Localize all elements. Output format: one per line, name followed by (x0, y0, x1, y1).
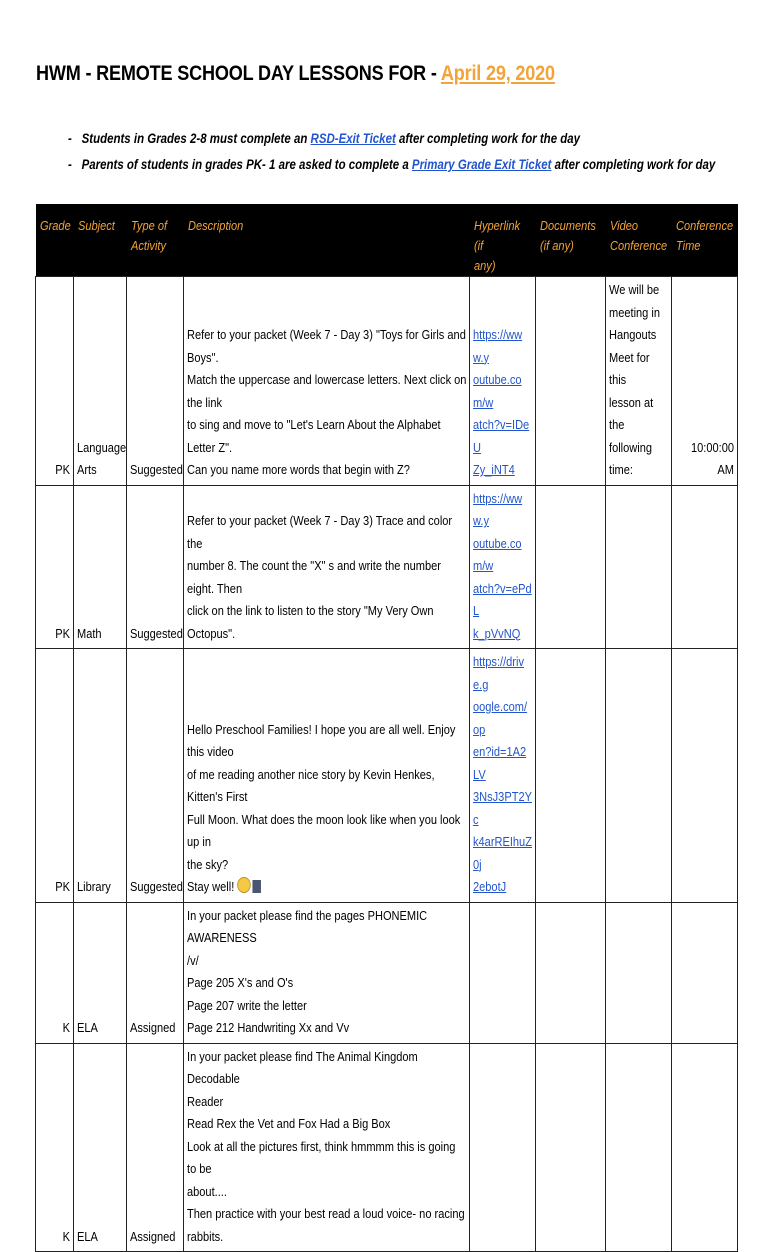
column-header-label: Description (187, 218, 243, 233)
instruction-text: Parents of students in grades PK- 1 are asked to complete a (81, 157, 412, 172)
grade-cell (36, 649, 74, 903)
subject-text: ELA (77, 1020, 98, 1035)
activity-type-cell (127, 1043, 184, 1252)
instruction-text: after completing work for the day (395, 131, 581, 146)
description-text: In your packet please find the pages PHONEMIC AWARENESS /v/ Page 205 X's and O's Page 207 write the letter Page 212 Handwriting Xx and Vv (187, 907, 428, 1035)
subject-text: ELA (77, 1228, 98, 1244)
title-date-link[interactable]: April 29, 2020 (440, 62, 555, 85)
subject-cell (74, 1043, 127, 1252)
hyperlink-cell (470, 902, 536, 1043)
documents-cell (536, 902, 606, 1043)
subject-text: Math (77, 625, 102, 641)
activity-type-text: Suggested (130, 879, 183, 894)
grade-text: K (62, 1020, 70, 1035)
documents-cell (536, 277, 606, 486)
subject-text: Library (77, 879, 111, 894)
conference-time-text: 10:00:00 AM (690, 439, 734, 477)
activity-type-cell (127, 649, 184, 903)
hyperlink[interactable]: https://www.y outube.com/w atch?v=ePdL k_pVvNQ (473, 490, 532, 641)
grade-text: K (62, 1228, 70, 1244)
conference-time-cell (672, 1043, 738, 1252)
column-header-label: Documents (if any) (539, 218, 596, 253)
subject-cell (74, 902, 127, 1043)
table-row (36, 277, 738, 486)
conference-time-cell (672, 277, 738, 486)
grade-text: PK (55, 879, 70, 894)
table-header-row (36, 204, 738, 277)
rsd-exit-ticket-link[interactable]: RSD-Exit Ticket (310, 131, 396, 146)
description-cell (184, 277, 470, 486)
video-conference-cell (606, 649, 672, 903)
hyperlink-cell (470, 485, 536, 649)
hyperlink-cell (470, 277, 536, 486)
description-cell (184, 902, 470, 1043)
page-title (36, 62, 555, 86)
grade-cell (36, 485, 74, 649)
column-header-documents (536, 204, 606, 277)
instruction-text: after completing work for day (551, 157, 716, 172)
bullet-dash: - (68, 131, 72, 146)
description-text: In your packet please find The Animal Kingdom Decodable Reader Read Rex the Vet and Fox Had a Big Box Look at all the pictures first, think hmmmm this is going to be about.... Then practice with your best read a loud voice- no racing rabbits. (187, 1048, 465, 1244)
subject-cell (74, 485, 127, 649)
description-text: Refer to your packet (Week 7 - Day 3) "Toys for Girls and Boys". Match the uppercase and lowercase letters. Next click on the link to sing and move to "Let's Learn About the Alphabet Letter Z". Can you name more words that begin with Z? (187, 327, 467, 477)
column-header-label: Conference Time (675, 218, 733, 253)
description-cell (184, 485, 470, 649)
instructions-list (68, 130, 770, 182)
table-row (36, 649, 738, 903)
book-emoji-icon (253, 880, 262, 893)
hyperlink-cell (470, 1043, 536, 1252)
documents-cell (536, 1043, 606, 1252)
column-header-label: Video Conference (609, 218, 667, 253)
column-header-conference-time (672, 204, 738, 277)
video-conference-cell (606, 1043, 672, 1252)
hyperlink-cell (470, 649, 536, 903)
subject-text: Language Arts (77, 439, 127, 477)
column-header-type-of-activity (127, 204, 184, 277)
column-header-hyperlink (470, 204, 536, 277)
activity-type-text: Assigned (130, 1228, 176, 1244)
grade-cell (36, 277, 74, 486)
description-text: Hello Preschool Families! I hope you are all well. Enjoy this video of me reading another nice story by Kevin Henkes, Kitten's First Full Moon. What does the moon look like when you look up in the sky? Stay well! (187, 721, 461, 894)
description-cell (184, 1043, 470, 1252)
instruction-text: Students in Grades 2-8 must complete an (81, 131, 311, 146)
column-header-label: Hyperlink (if any) (473, 218, 520, 273)
activity-type-text: Suggested (130, 625, 183, 641)
video-conference-cell (606, 485, 672, 649)
activity-type-cell (127, 902, 184, 1043)
title-prefix: HWM - REMOTE SCHOOL DAY LESSONS FOR - (36, 62, 437, 85)
bullet-dash: - (68, 157, 72, 172)
column-header-description (184, 204, 470, 277)
instruction-item (68, 156, 715, 182)
column-header-video-conference (606, 204, 672, 277)
video-conference-text: We will be meeting in Hangouts Meet for this lesson at the following time: (609, 282, 660, 477)
hyperlink[interactable]: https://drive.g oogle.com/op en?id=1A2LV 3NsJ3PT2Yc k4arREIhuZ0j 2ebotJ (473, 654, 532, 894)
column-header-grade (36, 204, 74, 277)
hyperlink[interactable]: https://www.y outube.com/w atch?v=IDeU Zy_iNT4 (473, 327, 530, 477)
grade-text: PK (55, 625, 70, 641)
subject-cell (74, 277, 127, 486)
table-row (36, 1043, 738, 1252)
description-cell (184, 649, 470, 903)
lessons-table (35, 204, 738, 1252)
column-header-label: Subject (77, 218, 115, 233)
grade-cell (36, 1043, 74, 1252)
documents-cell (536, 649, 606, 903)
table-row (36, 485, 738, 649)
documents-cell (536, 485, 606, 649)
activity-type-cell (127, 485, 184, 649)
column-header-label: Type of Activity (130, 218, 167, 253)
grade-text: PK (55, 462, 70, 477)
video-conference-cell (606, 277, 672, 486)
video-conference-cell (606, 902, 672, 1043)
conference-time-cell (672, 649, 738, 903)
activity-type-cell (127, 277, 184, 486)
subject-cell (74, 649, 127, 903)
grade-cell (36, 902, 74, 1043)
smiley-emoji-icon (237, 877, 251, 893)
activity-type-text: Suggested (130, 462, 183, 477)
table-row (36, 902, 738, 1043)
primary-grade-exit-ticket-link[interactable]: Primary Grade Exit Ticket (411, 157, 552, 172)
column-header-subject (74, 204, 127, 277)
description-text: Refer to your packet (Week 7 - Day 3) Trace and color the number 8. The count the "X" s and write the number eight. Then click on the link to listen to the story "My Very Own Octopus". (187, 513, 453, 641)
conference-time-cell (672, 902, 738, 1043)
activity-type-text: Assigned (130, 1020, 176, 1035)
column-header-label: Grade (39, 218, 71, 233)
conference-time-cell (672, 485, 738, 649)
instruction-item (68, 130, 715, 156)
